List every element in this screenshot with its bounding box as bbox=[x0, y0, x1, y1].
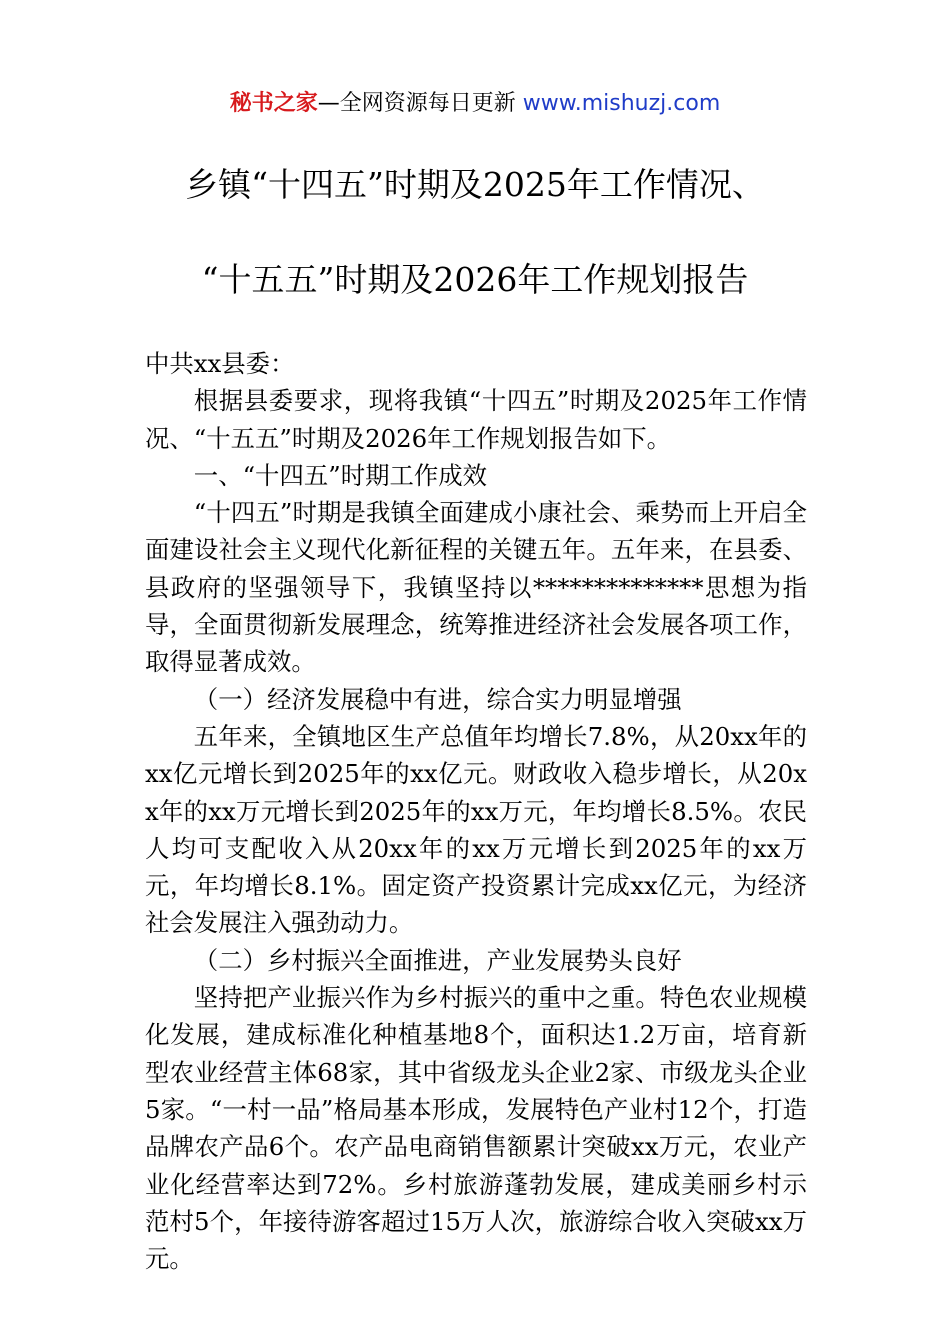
body-paragraph: “十四五”时期是我镇全面建成小康社会、乘势而上开启全面建设社会主义现代化新征程的关键五年。五年来，在县委、县政府的坚强领导下，我镇坚持以**************思想为指导，全面贯彻新发展理念，统筹推进经济社会发展各项工作，取得显著成效。 bbox=[145, 498, 807, 677]
site-header bbox=[0, 86, 950, 122]
body-paragraph: 坚持把产业振兴作为乡村振兴的重中之重。特色农业规模化发展，建成标准化种植基地8个，面积达1.2万亩，培育新型农业经营主体68家，其中省级龙头企业2家、市级龙头企业5家。“一村一品”格局基本形成，发展特色产业村12个，打造品牌农产品6个。农产品电商销售额累计突破xx万元，农业产业化经营率达到72%。乡村旅游蓬勃发展，建成美丽乡村示范村5个，年接待游客超过15万人次，旅游综合收入突破xx万元。 bbox=[145, 983, 807, 1274]
brand-name: 秘书之家 bbox=[229, 91, 318, 116]
document-body bbox=[145, 345, 807, 1277]
body-paragraph: 五年来，全镇地区生产总值年均增长7.8%，从20xx年的xx亿元增长到2025年的xx亿元。财政收入稳步增长，从20xx年的xx万元增长到2025年的xx万元，年均增长8.5%。农民人均可支配收入从20xx年的xx万元增长到2025年的xx万元，年均增长8.1%。固定资产投资累计完成xx亿元，为经济社会发展注入强劲动力。 bbox=[145, 721, 807, 938]
header-tagline: —全网资源每日更新 bbox=[317, 91, 523, 116]
salutation: 中共xx县委： bbox=[145, 349, 295, 378]
intro-paragraph: 根据县委要求，现将我镇“十四五”时期及2025年工作情况、“十五五”时期及2026年工作规划报告如下。 bbox=[145, 386, 807, 453]
subsection-heading-2: （二）乡村振兴全面推进，产业发展势头良好 bbox=[193, 945, 682, 975]
subsection-heading-1: （一）经济发展稳中有进，综合实力明显增强 bbox=[193, 684, 682, 714]
document-title-line-1: 乡镇“十四五”时期及2025年工作情况、 bbox=[185, 165, 765, 204]
site-url-link[interactable]: www.mishuzj.com bbox=[522, 91, 721, 116]
section-heading-1: 一、“十四五”时期工作成效 bbox=[193, 460, 488, 490]
document-title-line-2: “十五五”时期及2026年工作规划报告 bbox=[201, 260, 749, 299]
